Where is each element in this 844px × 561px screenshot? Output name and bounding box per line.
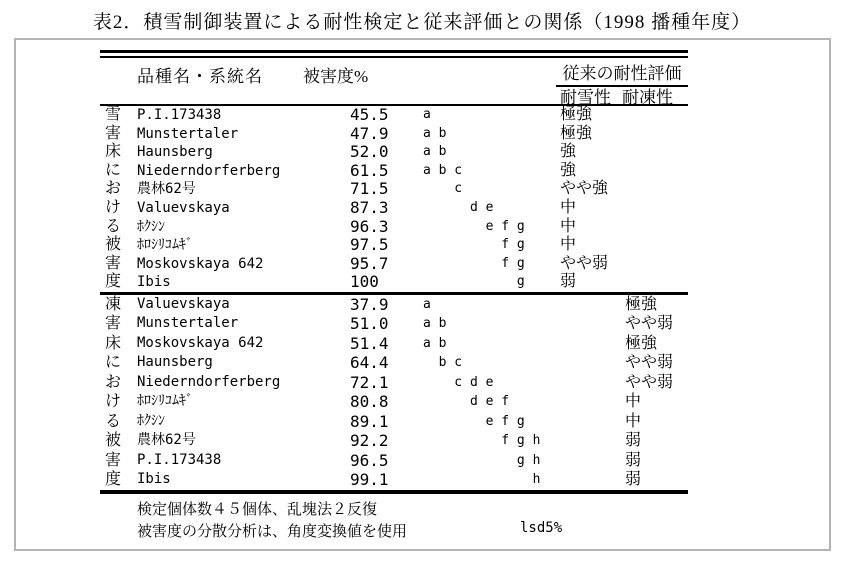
freeze-tolerance-rating: 中 [625, 393, 642, 411]
variety-name: ﾎｸｼﾝ [137, 412, 165, 429]
table-row [100, 218, 688, 237]
significance-letters: e f g [423, 413, 525, 429]
damage-percentage-value: 92.2 [350, 431, 389, 451]
damage-percentage-value: 95.7 [350, 253, 389, 273]
damage-percentage-value: 96.3 [350, 216, 389, 236]
section-side-label-char: る [104, 217, 121, 235]
table-row [100, 106, 688, 125]
variety-name: Haunsberg [137, 354, 213, 371]
section-side-label-char: 害 [104, 124, 121, 142]
damage-percentage-value: 96.5 [350, 450, 389, 470]
damage-percentage-value: 64.4 [350, 353, 389, 373]
snow-damage-section [100, 106, 688, 292]
variety-name: Ibis [137, 274, 171, 291]
damage-percentage-value: 37.9 [350, 294, 389, 314]
significance-letters: f g h [423, 433, 541, 449]
section-side-label-char: 害 [104, 315, 121, 333]
section-side-label-char: 床 [104, 143, 121, 161]
snow-tolerance-rating: やや弱 [560, 254, 609, 272]
section-side-label-char: 害 [104, 451, 121, 469]
snow-tolerance-rating: 極強 [560, 124, 593, 142]
freeze-tolerance-rating: 弱 [625, 432, 642, 450]
section-side-label-char: る [104, 412, 121, 430]
table-row [100, 199, 688, 218]
damage-percentage-value: 52.0 [350, 142, 389, 162]
significance-letters: d e [423, 199, 494, 215]
table-row [100, 255, 688, 274]
variety-name: Munstertaler [137, 125, 239, 142]
damage-percentage-value: 72.1 [350, 372, 389, 392]
damage-percentage-value: 99.1 [350, 470, 389, 490]
significance-letters: a [423, 296, 431, 312]
table-row [100, 162, 688, 181]
damage-percentage-value: 51.0 [350, 314, 389, 334]
significance-letters: c d e [423, 374, 494, 390]
data-table [100, 50, 688, 546]
freeze-tolerance-rating: やや弱 [625, 354, 674, 372]
variety-name: Niederndorferberg [137, 373, 281, 390]
freeze-tolerance-rating: 極強 [625, 334, 658, 352]
damage-percentage-value: 45.5 [350, 105, 389, 124]
footnote-anova: 被害度の分散分析は、角度変換値を使用 [137, 523, 408, 540]
variety-name: P.I.173438 [137, 451, 222, 468]
significance-letters: a b c [423, 162, 463, 178]
significance-letters: f g [423, 237, 525, 253]
variety-name: 農林62号 [137, 432, 196, 449]
section-side-label-char: 凍 [104, 295, 121, 313]
table-header [100, 58, 688, 107]
table-row [100, 353, 688, 373]
significance-letters: g h [423, 452, 541, 468]
variety-name: Moskovskaya 642 [137, 334, 264, 351]
significance-letters: a b [423, 335, 447, 351]
section-side-label-char: け [104, 393, 121, 411]
table-caption: 表2．積雪制御装置による耐性検定と従来評価との関係（1998 播種年度） [92, 12, 752, 33]
section-side-label-char: に [104, 161, 121, 179]
variety-name: ﾎﾛｼﾘｺﾑｷﾞ [137, 393, 193, 410]
column-header-conventional-evaluation: 従来の耐性評価 [556, 59, 688, 87]
footnotes [100, 494, 688, 546]
table-row [100, 314, 688, 334]
column-header-freeze-tolerance: 耐凍性 [622, 88, 673, 107]
freeze-damage-section [100, 295, 688, 490]
damage-percentage-value: 61.5 [350, 160, 389, 180]
freeze-tolerance-rating: 中 [625, 412, 642, 430]
significance-letters: a b [423, 316, 447, 332]
section-side-label-char: 被 [104, 236, 121, 254]
table-row [100, 180, 688, 199]
table-row [100, 236, 688, 255]
snow-tolerance-rating: 中 [560, 236, 577, 254]
significance-letters: a [423, 107, 431, 122]
variety-name: ﾎﾛｼﾘｺﾑｷﾞ [137, 237, 193, 254]
significance-letters: f g [423, 255, 525, 271]
freeze-tolerance-rating: やや弱 [625, 373, 674, 391]
damage-percentage-value: 97.5 [350, 235, 389, 255]
snow-tolerance-rating: 中 [560, 217, 577, 235]
variety-name: Munstertaler [137, 315, 239, 332]
damage-percentage-value: 51.4 [350, 333, 389, 353]
damage-percentage-value: 100 [350, 272, 379, 292]
significance-letters: c [423, 181, 463, 197]
section-side-label-char: 雪 [104, 106, 121, 123]
column-header-variety: 品種名・系統名 [137, 67, 263, 86]
section-side-label-char: 害 [104, 254, 121, 272]
variety-name: P.I.173438 [137, 107, 222, 123]
significance-letters: h [423, 472, 541, 488]
snow-tolerance-rating: 弱 [560, 273, 577, 291]
snow-tolerance-rating: 強 [560, 143, 577, 161]
variety-name: Niederndorferberg [137, 162, 281, 179]
variety-name: Valuevskaya [137, 295, 230, 312]
footnote-lsd: lsd5% [520, 519, 563, 536]
snow-tolerance-rating: やや強 [560, 180, 609, 198]
snow-tolerance-rating: 極強 [560, 106, 593, 123]
section-side-label-char: 度 [104, 273, 121, 291]
snow-tolerance-rating: 中 [560, 198, 577, 216]
significance-letters: b c [423, 355, 463, 371]
variety-name: 農林62号 [137, 181, 196, 198]
table-row [100, 431, 688, 451]
column-header-snow-tolerance: 耐雪性 [560, 88, 611, 107]
footnote-sample-size: 検定個体数４５個体、乱塊法２反復 [137, 501, 378, 518]
variety-name: ﾎｸｼﾝ [137, 218, 165, 235]
table-row [100, 143, 688, 162]
freeze-tolerance-rating: 弱 [625, 451, 642, 469]
column-header-damage: 被害度% [303, 67, 369, 86]
significance-letters: g [423, 274, 525, 290]
section-side-label-char: 被 [104, 432, 121, 450]
damage-percentage-value: 87.3 [350, 197, 389, 217]
significance-letters: e f g [423, 218, 525, 234]
table-row [100, 470, 688, 490]
table-row [100, 125, 688, 144]
section-side-label-char: に [104, 354, 121, 372]
freeze-tolerance-rating: やや弱 [625, 315, 674, 333]
section-side-label-char: 度 [104, 471, 121, 489]
damage-percentage-value: 89.1 [350, 411, 389, 431]
significance-letters: a b [423, 125, 447, 141]
section-side-label-char: 床 [104, 334, 121, 352]
snow-tolerance-rating: 強 [560, 161, 577, 179]
variety-name: Valuevskaya [137, 199, 230, 216]
section-side-label-char: お [104, 373, 121, 391]
table-row [100, 412, 688, 432]
table-row [100, 373, 688, 393]
freeze-tolerance-rating: 極強 [625, 295, 658, 313]
table-row [100, 295, 688, 315]
table-row [100, 273, 688, 292]
damage-percentage-value: 80.8 [350, 392, 389, 412]
variety-name: Moskovskaya 642 [137, 255, 264, 272]
damage-percentage-value: 47.9 [350, 123, 389, 143]
variety-name: Ibis [137, 471, 171, 488]
significance-letters: d e f [423, 394, 510, 410]
table-row [100, 334, 688, 354]
variety-name: Haunsberg [137, 144, 213, 161]
table-row [100, 392, 688, 412]
section-side-label-char: お [104, 180, 121, 198]
section-side-label-char: け [104, 198, 121, 216]
table-row [100, 451, 688, 471]
damage-percentage-value: 71.5 [350, 179, 389, 199]
freeze-tolerance-rating: 弱 [625, 471, 642, 489]
top-double-rule [100, 50, 688, 58]
significance-letters: a b [423, 144, 447, 160]
